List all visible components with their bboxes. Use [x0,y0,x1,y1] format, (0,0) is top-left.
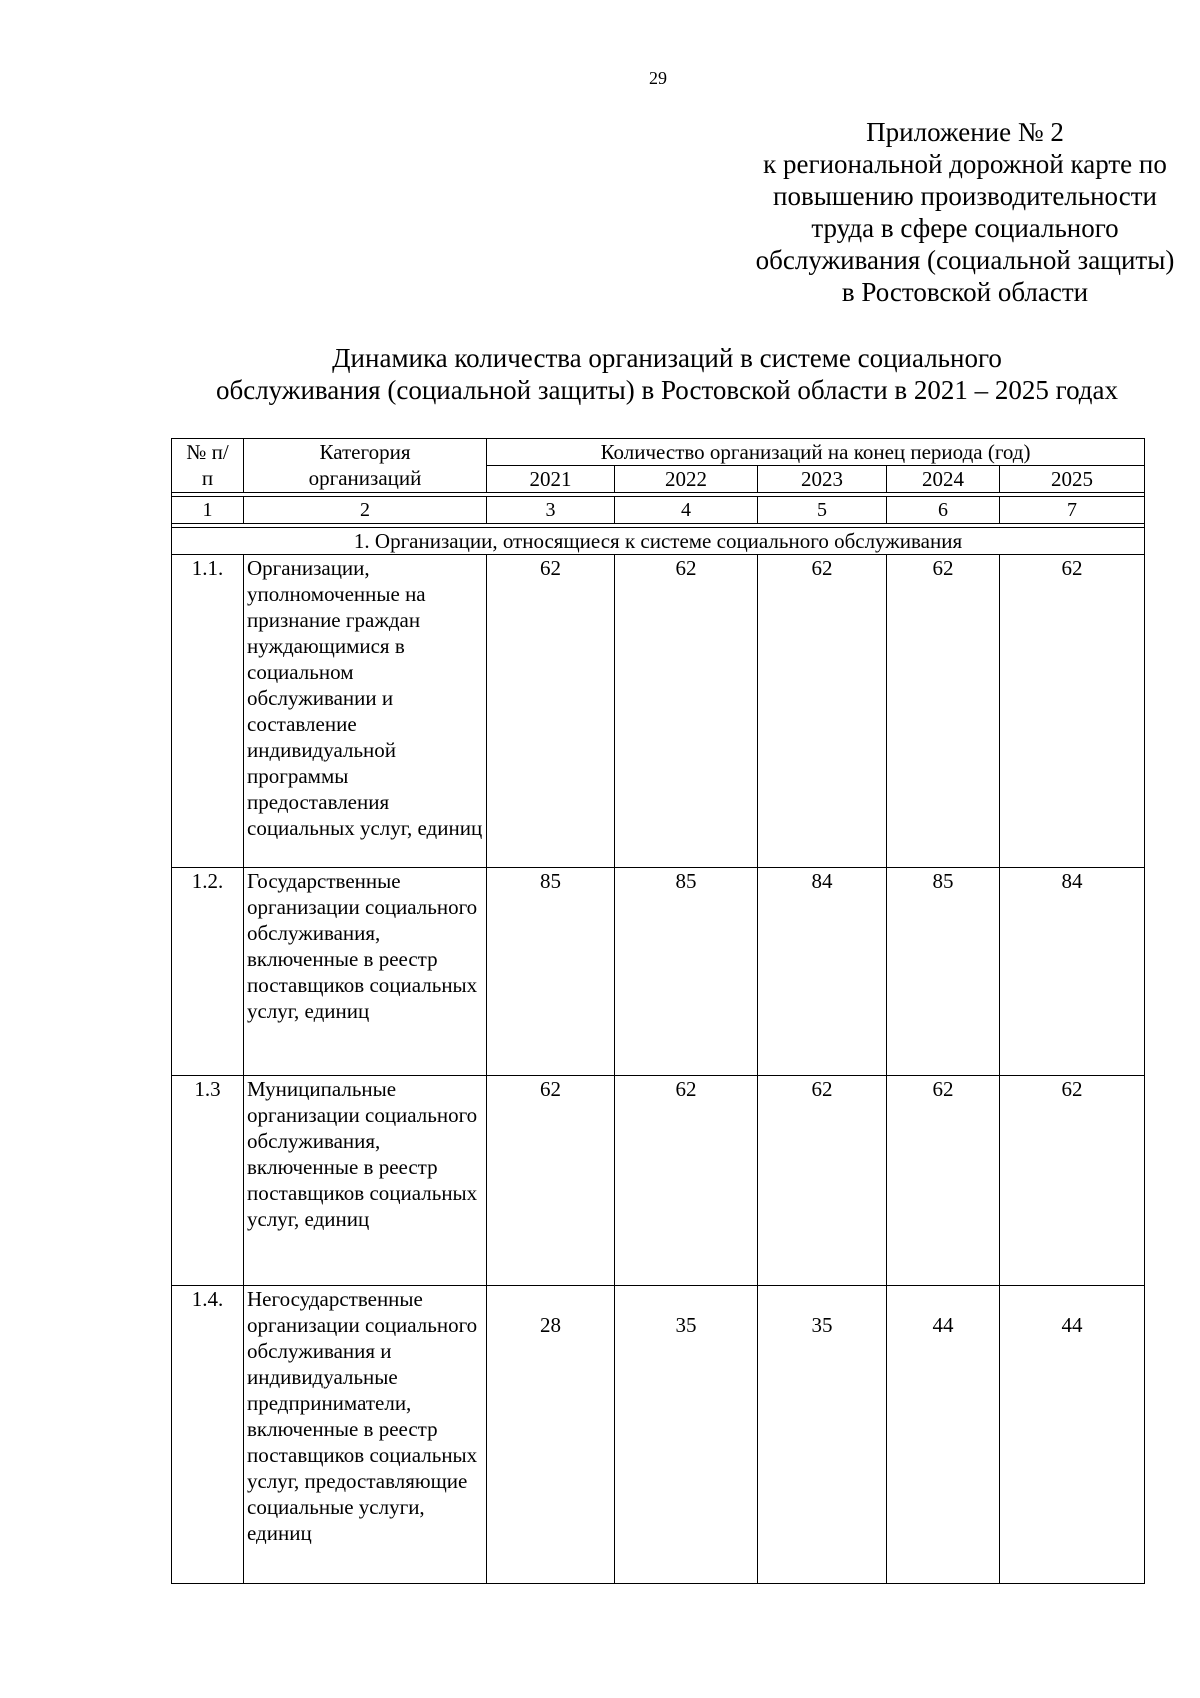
row-value: 84 [1000,868,1145,1076]
column-number: 3 [487,497,615,524]
header-row [172,439,1145,466]
row-value: 28 [487,1286,615,1584]
row-num: 1.2. [172,868,244,1076]
column-number: 7 [1000,497,1145,524]
row-value: 62 [887,555,1000,868]
row-value: 62 [758,1076,887,1286]
row-value: 62 [615,1076,758,1286]
column-numbers-row [172,497,1145,524]
document-title [170,342,1164,406]
appendix-heading [690,116,1200,308]
header-year: 2022 [615,466,758,493]
row-value: 85 [887,868,1000,1076]
row-value: 62 [615,555,758,868]
row-value: 44 [887,1286,1000,1584]
appendix-line: обслуживания (социальной защиты) [755,245,1175,275]
appendix-line: повышению производительности [773,181,1157,211]
row-value: 84 [758,868,887,1076]
title-line: Динамика количества организаций в системе социального [332,343,1002,373]
row-value: 62 [1000,555,1145,868]
organizations-table [171,438,1145,1584]
column-number: 1 [172,497,244,524]
column-number: 4 [615,497,758,524]
appendix-line: в Ростовской области [841,277,1089,307]
header-year: 2025 [1000,466,1145,493]
section-row [172,528,1145,555]
appendix-line: Приложение № 2 [866,117,1064,147]
header-year: 2021 [487,466,615,493]
page-number: 29 [649,68,667,88]
header-category: Категория организаций [244,439,487,493]
title-line: обслуживания (социальной защиты) в Ростовской области в 2021 – 2025 годах [215,375,1119,405]
row-category: Негосударственные организации социального обслуживания и индивидуальные предприниматели, включенные в реестр поставщиков социальных услуг, предоставляющие социальные услуги, единиц [244,1286,487,1584]
header-quantity: Количество организаций на конец периода (год) [487,439,1145,466]
row-value: 62 [887,1076,1000,1286]
table-row [172,1286,1145,1584]
row-value: 35 [615,1286,758,1584]
appendix-line: к региональной дорожной карте по [763,149,1167,179]
row-num: 1.4. [172,1286,244,1584]
row-value: 62 [1000,1076,1145,1286]
section-title: 1. Организации, относящиеся к системе социального обслуживания [172,528,1145,555]
appendix-line: труда в сфере социального [811,213,1119,243]
row-value: 44 [1000,1286,1145,1584]
column-number: 5 [758,497,887,524]
row-category: Муниципальные организации социального обслуживания, включенные в реестр поставщиков социальных услуг, единиц [244,1076,487,1286]
header-year: 2024 [887,466,1000,493]
table-row [172,555,1145,868]
row-value: 62 [758,555,887,868]
row-value: 85 [615,868,758,1076]
row-num: 1.1. [172,555,244,868]
row-value: 62 [487,1076,615,1286]
table-row [172,868,1145,1076]
row-value: 62 [487,555,615,868]
column-number: 2 [244,497,487,524]
row-num: 1.3 [172,1076,244,1286]
row-category: Организации, уполномоченные на признание граждан нуждающимися в социальном обслуживании и составление индивидуальной программы предоставления социальных услуг, единиц [244,555,487,868]
row-category: Государственные организации социального обслуживания, включенные в реестр поставщиков социальных услуг, единиц [244,868,487,1076]
column-number: 6 [887,497,1000,524]
header-num: № п/п [172,439,244,493]
header-year: 2023 [758,466,887,493]
row-value: 35 [758,1286,887,1584]
row-value: 85 [487,868,615,1076]
table-row [172,1076,1145,1286]
